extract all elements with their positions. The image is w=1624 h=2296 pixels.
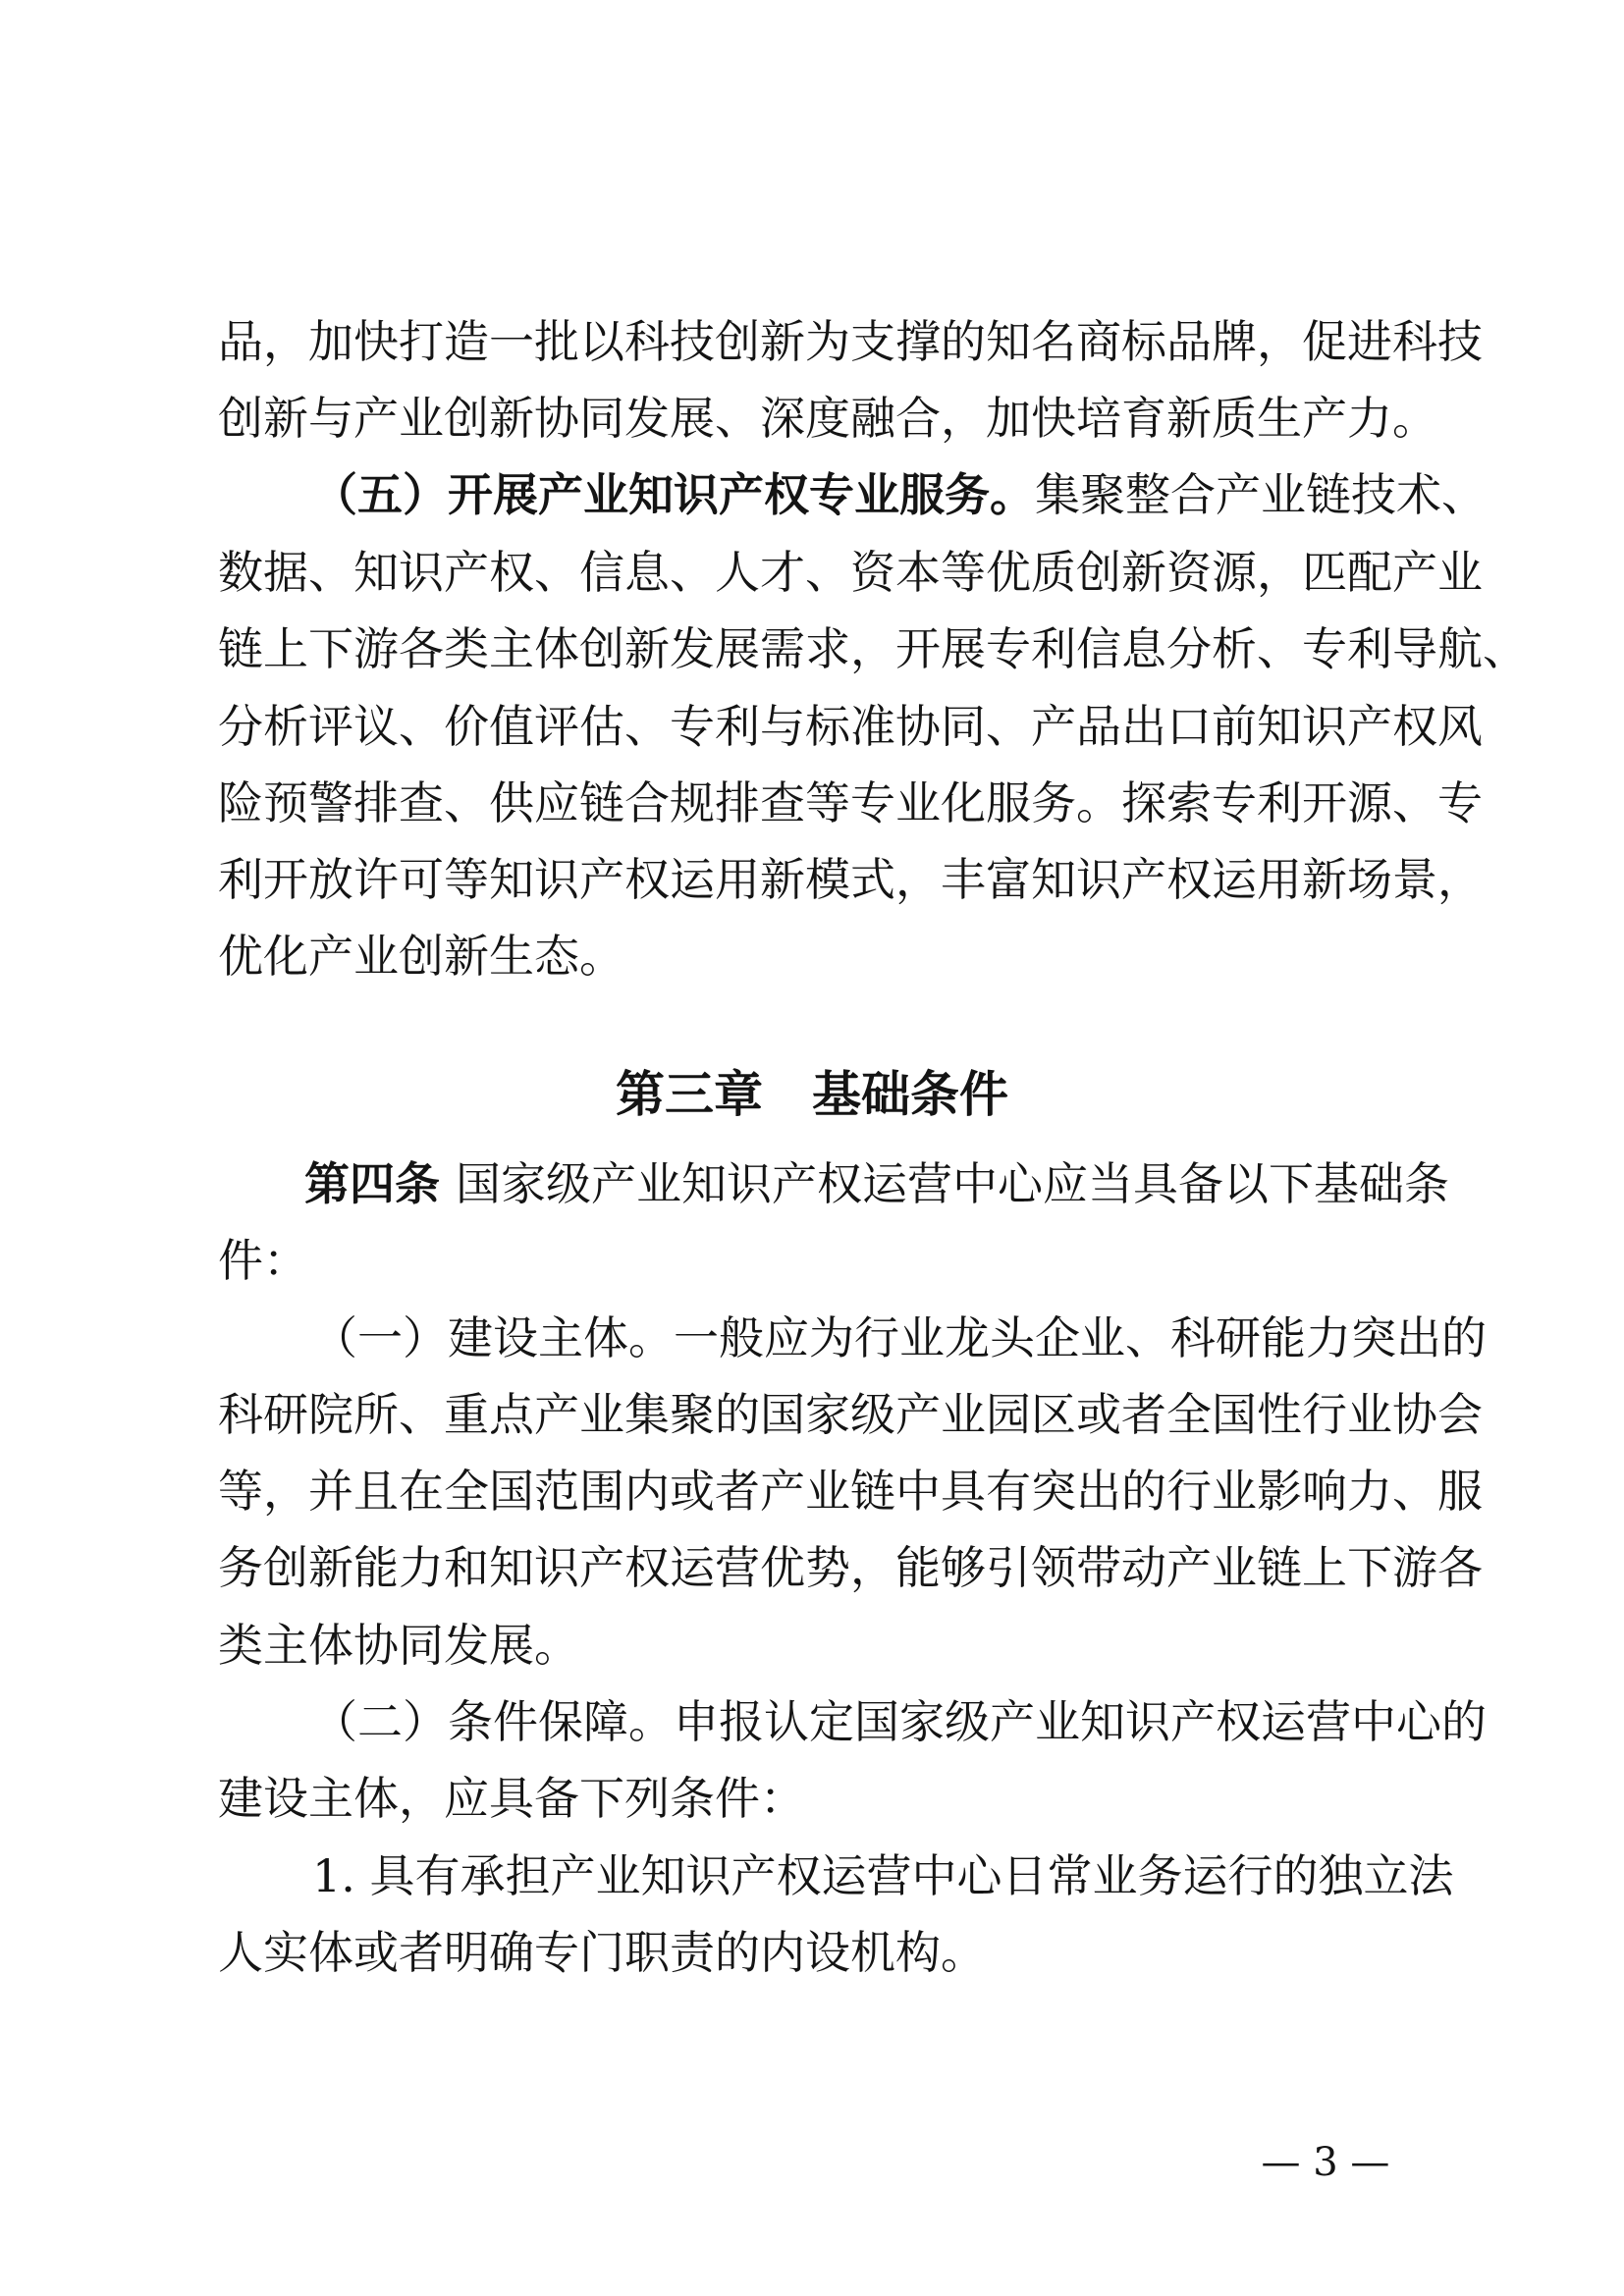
text-line-8: 利开放许可等知识产权运用新模式，丰富知识产权运用新场景， [218,853,1483,906]
section-5-heading: （五）开展产业知识产权专业服务。 [312,468,1035,521]
text-line-2: 创新与产业创新协同发展、深度融合，加快培育新质生产力。 [218,392,1437,445]
section-5-paragraph-start [312,465,1487,524]
chapter-heading: 第三章 基础条件 [616,1066,1008,1123]
clause-2-first-line: （二）条件保障。申报认定国家级产业知识产权运营中心的 [312,1695,1487,1748]
text-line-4: 数据、知识产权、信息、人才、资本等优质创新资源，匹配产业 [218,546,1483,599]
article-4-text: 国家级产业知识产权运营中心应当具备以下基础条 [456,1157,1449,1210]
text-line-18: 建设主体，应具备下列条件： [218,1772,805,1825]
page-number: — 3 — [1261,2140,1390,2185]
text-line-15: 务创新能力和知识产权运营优势，能够引领带动产业链上下游各 [218,1541,1483,1594]
text-line-7: 险预警排查、供应链合规排查等专业化服务。探索专利开源、专 [218,776,1483,829]
text-line-9: 优化产业创新生态。 [218,930,624,983]
text-line-5: 链上下游各类主体创新发展需求，开展专利信息分析、专利导航、 [218,622,1528,675]
text-line-14: 等，并且在全国范围内或者产业链中具有突出的行业影响力、服 [218,1465,1483,1518]
text-line-6: 分析评议、价值评估、专利与标准协同、产品出口前知识产权风 [218,700,1483,753]
article-4-first-line [304,1154,1449,1213]
text-line-16: 类主体协同发展。 [218,1619,579,1672]
text-line-11: 件： [218,1234,308,1287]
text-line-20: 人实体或者明确专门职责的内设机构。 [218,1926,986,1979]
text-line-1: 品，加快打造一批以科技创新为支撑的知名商标品牌，促进科技 [218,315,1483,368]
section-5-text: 集聚整合产业链技术、 [1035,468,1487,521]
text-line-13: 科研院所、重点产业集聚的国家级产业园区或者全国性行业协会 [218,1388,1483,1441]
clause-1-first-line: （一）建设主体。一般应为行业龙头企业、科研能力突出的 [312,1311,1487,1364]
item-1-first-line: 1. 具有承担产业知识产权运营中心日常业务运行的独立法 [312,1849,1454,1902]
article-4-label: 第四条 [304,1157,440,1210]
